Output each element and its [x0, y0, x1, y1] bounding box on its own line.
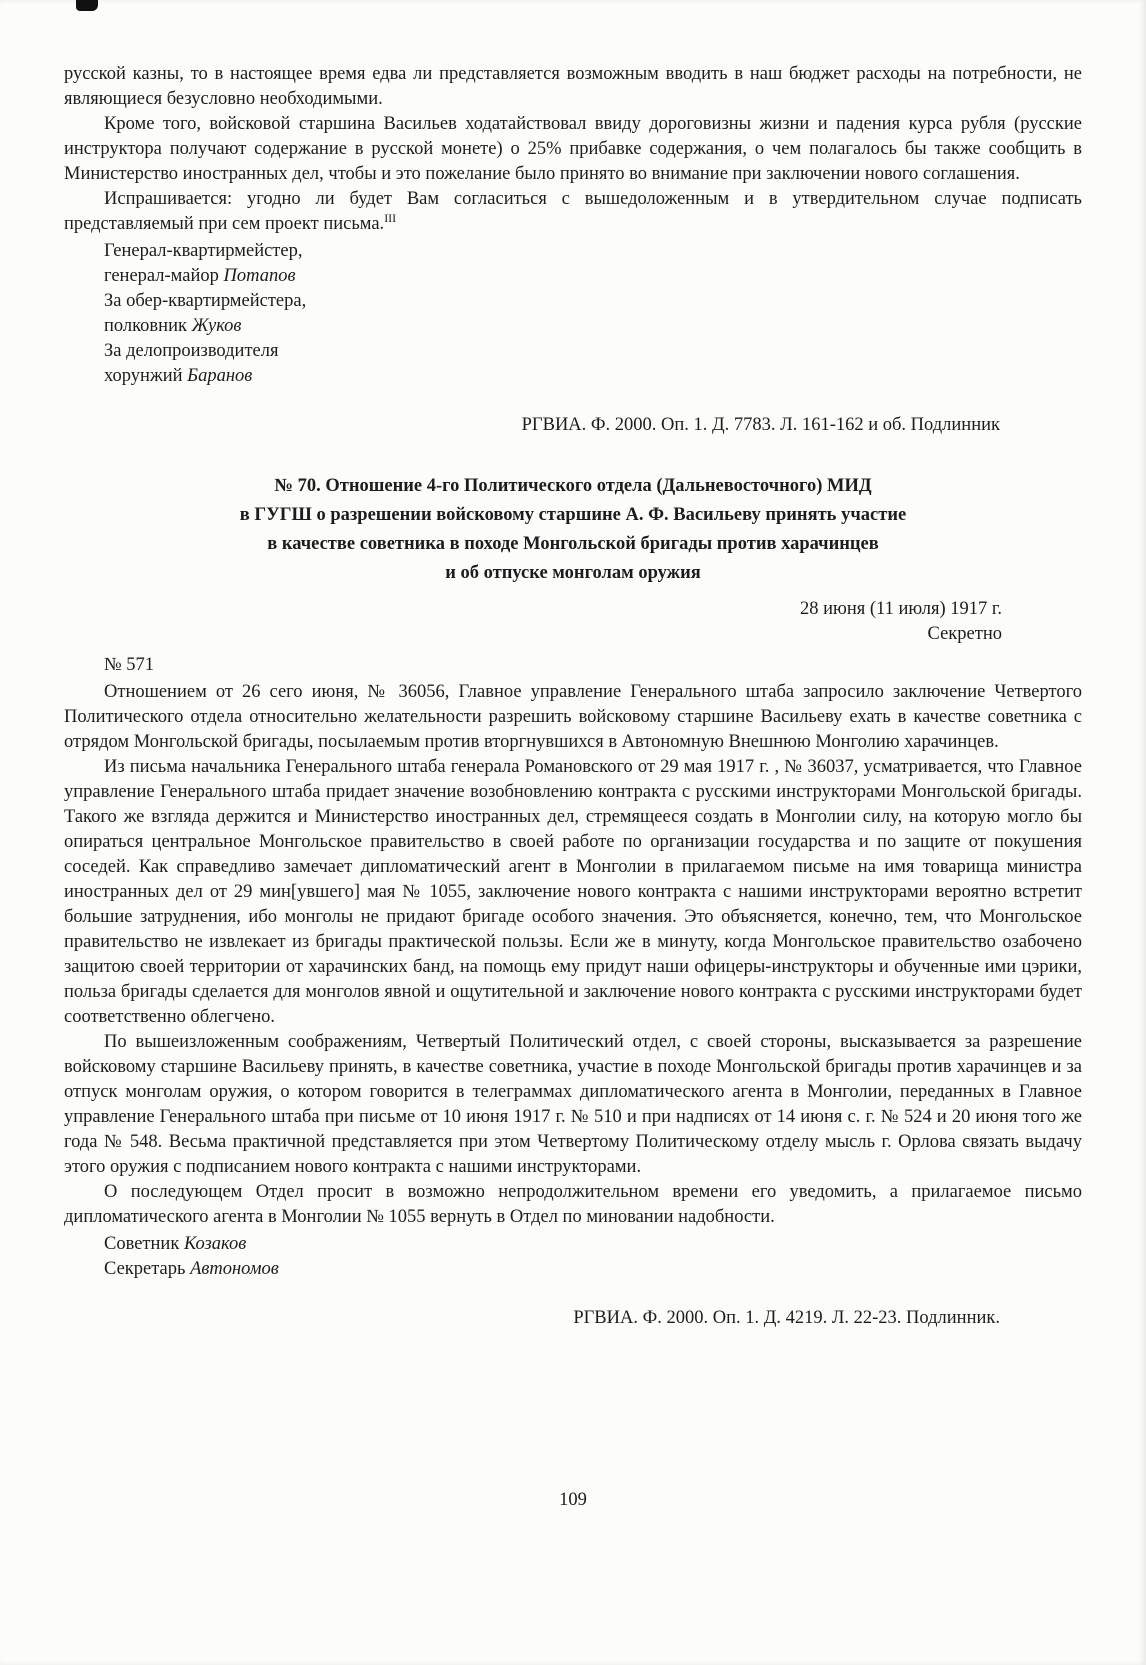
archive-reference: РГВИА. Ф. 2000. Оп. 1. Д. 7783. Л. 161-162 и об. Подлинник — [521, 415, 1000, 435]
signature-name: Баранов — [187, 366, 253, 386]
document-70 — [64, 472, 1082, 1331]
signature-line — [104, 364, 1082, 389]
signature-name: Автономов — [190, 1259, 279, 1279]
signature-role: За обер-квартирмейстера, — [104, 291, 307, 311]
document-heading-line: в качестве советника в походе Монгольской бригады против харачинцев — [267, 534, 879, 554]
scan-artifact — [76, 0, 98, 11]
body-paragraph: О последующем Отдел просит в возможно непродолжительном времени его уведомить, а прилагаемое письмо дипломатического агента в Монголии № 1055 вернуть в Отдел по миновании надобности. — [64, 1182, 1082, 1227]
classification-label: Секретно — [927, 624, 1002, 644]
signature-role: хорунжий — [104, 366, 183, 386]
signature-role: полковник — [104, 316, 187, 336]
signature-name: Потапов — [223, 266, 296, 286]
signature-block — [64, 239, 1082, 389]
body-paragraph: Кроме того, войсковой старшина Васильев ходатайствовал ввиду дороговизны жизни и падения курса рубля (русские инструктора получают содержание в русской монете) о 25% прибавке содержания, о чем полагалось бы также сообщить в Министерство иностранных дел, чтобы и это пожелание было принято во внимание при заключении нового соглашения. — [64, 114, 1082, 184]
page-number: 109 — [559, 1490, 587, 1510]
signature-name: Козаков — [183, 1234, 247, 1254]
signature-line — [104, 289, 1082, 314]
document-number: № 571 — [104, 655, 155, 675]
signature-role: Советник — [104, 1234, 180, 1254]
signature-line — [104, 1232, 1082, 1257]
paragraph-text: Испрашивается: угодно ли будет Вам согласиться с вышедоложенным и в утвердительном случае подписать представляемый при сем проект письма. — [64, 189, 1082, 234]
signature-line — [104, 314, 1082, 339]
body-paragraph: Из письма начальника Генерального штаба генерала Романовского от 29 мая 1917 г. , № 36037, усматривается, что Главное управление Генерального штаба придает значение возобновлению контракта с русскими инструкторами Монгольской бригады. Такого же взгляда держится и Министерство иностранных дел, стремящееся создать в Монголии силу, на которую могло бы опираться центральное Монгольское правительство в своей работе по организации государства и по защите от покушения соседей. Как справедливо замечает дипломатический агент в Монголии в прилагаемом письме на имя товарища министра иностранных дел от 29 мин[увшего] мая № 1055, заключение нового контракта с нашими инструкторами вероятно встретит большие затруднения, ибо монголы не придают бригаде особого значения. Это объясняется, конечно, тем, что Монгольское правительство не извлекает из бригады практической пользы. Если же в минуту, когда Монгольское правительство озабочено защитою своей территории от харачинских банд, на помощь ему придут наши офицеры-инструкторы и обученные ими цэрики, польза бригады сделается для монголов явной и ощутительной и заключение нового контракта с русскими инструкторами будет соответственно облегчено. — [64, 757, 1082, 1027]
signature-role: За делопроизводителя — [104, 341, 279, 361]
signature-name: Жуков — [191, 316, 242, 336]
body-paragraph: Отношением от 26 сего июня, № 36056, Главное управление Генерального штаба запросило заключение Четвертого Политического отдела относительно желательности разрешить войсковому старшине Васильеву ехать в качестве советника с отрядом Монгольской бригады, посылаемым против вторгнувшихся в Автономную Внешнюю Монголию харачинцев. — [64, 682, 1082, 752]
signature-line — [104, 339, 1082, 364]
document-date: 28 июня (11 июля) 1917 г. — [799, 599, 1002, 619]
document-heading — [64, 472, 1082, 588]
body-paragraph: По вышеизложенным соображениям, Четвертый Политический отдел, с своей стороны, высказывается за разрешение войсковому старшине Васильеву принять, в качестве советника, участие в походе Монгольской бригады против харачинцев и за отпуск монголам оружия, о котором говорится в телеграммах дипломатического агента в Монголии, переданных в Главное управление Генерального штаба при письме от 10 июня 1917 г. № 510 и при надписях от 14 июня с. г. № 524 и 20 июня того же года № 548. Весьма практичной представляется при этом Четвертому Политическому отделу мысль г. Орлова связать выдачу этого оружия с подписанием нового контракта с нашими инструкторами. — [64, 1032, 1082, 1177]
signature-line — [104, 264, 1082, 289]
signature-block — [64, 1232, 1082, 1282]
previous-document-continuation — [64, 62, 1082, 438]
signature-role: генерал-майор — [104, 266, 219, 286]
signature-line — [104, 239, 1082, 264]
document-body — [64, 680, 1082, 1230]
document-heading-line: и об отпуске монголам оружия — [445, 563, 701, 583]
document-heading-line: № 70. Отношение 4-го Политического отдела (Дальневосточного) МИД — [274, 476, 872, 496]
signature-line — [104, 1257, 1082, 1282]
body-paragraph — [64, 187, 1082, 237]
archive-reference: РГВИА. Ф. 2000. Оп. 1. Д. 4219. Л. 22-23. Подлинник. — [573, 1308, 1000, 1328]
document-heading-line: в ГУГШ о разрешении войсковому старшине А. Ф. Васильеву принять участие — [239, 505, 907, 525]
body-paragraph: русской казны, то в настоящее время едва ли представляется возможным вводить в наш бюджет расходы на потребности, не являющиеся безусловно необходимыми. — [64, 64, 1082, 109]
signature-role: Секретарь — [104, 1259, 186, 1279]
footnote-marker: III — [384, 210, 397, 225]
signature-role: Генерал-квартирмейстер, — [104, 241, 303, 261]
